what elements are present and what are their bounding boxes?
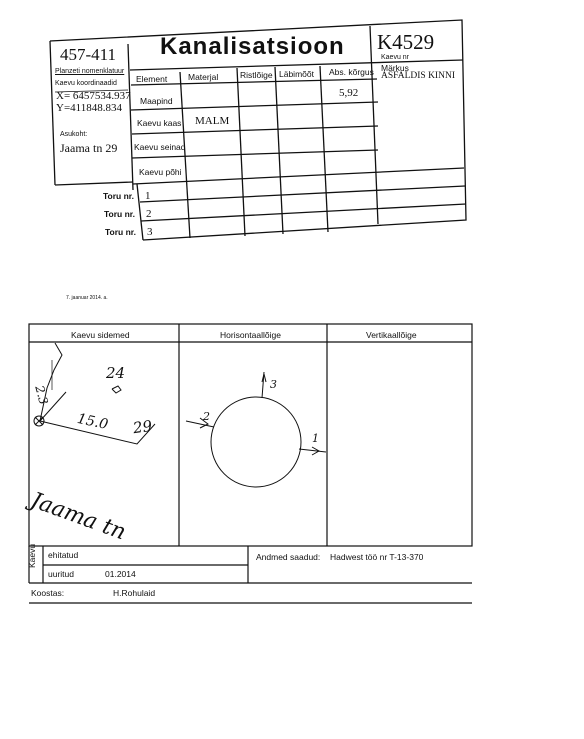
row-element: Kaevu seinad <box>134 142 186 152</box>
surveyed-label: uuritud <box>48 569 74 579</box>
header-diameter: Läbimõõt <box>279 69 314 79</box>
well-number-caption: Kaevu nr <box>381 54 410 61</box>
surveyed-value: 01.2014 <box>105 569 136 579</box>
row-element: Maapind <box>140 96 173 106</box>
hand-note: 29 <box>131 416 154 438</box>
coord-y: Y=411848.834 <box>56 102 122 114</box>
hand-note: 2.3 <box>32 383 51 407</box>
row-material: MALM <box>195 115 230 127</box>
horizontal-section-drawing <box>186 372 326 487</box>
data-source-label: Andmed saadud: <box>256 552 321 562</box>
hand-note: 15.0 <box>75 410 110 434</box>
plan-number-caption: Planzeti nomenklatuur <box>55 68 125 75</box>
header-well-connections: Kaevu sidemed <box>71 330 130 340</box>
header-material: Materjal <box>188 72 219 82</box>
remarks-label: Märkus <box>381 63 409 73</box>
pipe-label: Toru nr. <box>105 227 137 237</box>
coords-caption: Kaevu koordinaadid <box>55 80 117 87</box>
built-label: ehitatud <box>48 550 79 560</box>
row-element: Kaevu kaas <box>137 118 182 128</box>
pipe-number: 2 <box>146 208 152 220</box>
data-source-value: Hadwest töö nr T-13-370 <box>330 552 424 562</box>
compiled-value: H.Rohulaid <box>113 588 156 598</box>
header-abs-height: Abs. kõrgus <box>329 67 374 77</box>
pipe-label: Toru nr. <box>104 209 136 219</box>
header-vertical-section: Vertikaallõige <box>366 330 417 340</box>
header-element: Element <box>136 74 168 84</box>
hand-note: 24 <box>106 364 126 382</box>
plan-number: 457-411 <box>60 45 117 64</box>
date-text: 7. jaanuar 2014. a. <box>66 295 108 301</box>
remarks-value: ASFALDIS KINNI <box>381 71 455 81</box>
pipe-label: 2 <box>203 410 210 423</box>
side-label: Kaevu <box>27 543 37 568</box>
hand-street-name: Jaama tn <box>27 488 130 546</box>
address: Jaama tn 29 <box>60 141 118 155</box>
header-horizontal-section: Horisontaallõige <box>220 330 281 340</box>
address-caption: Asukoht: <box>60 131 88 138</box>
row-element: Kaevu põhi <box>139 167 182 177</box>
pipe-number: 3 <box>147 226 153 238</box>
compiled-label: Koostas: <box>31 588 65 598</box>
pipe-label: Toru nr. <box>103 191 135 201</box>
row-abs-height: 5,92 <box>339 87 359 99</box>
header-cross-section: Ristlõige <box>240 70 273 80</box>
well-number: K4529 <box>377 30 435 54</box>
pipe-label: 1 <box>312 432 319 445</box>
pipe-number: 1 <box>145 190 151 202</box>
pipe-label: 3 <box>270 378 277 391</box>
coord-x: X= 6457534.937 <box>56 90 131 102</box>
card-title: Kanalisatsioon <box>160 33 345 60</box>
